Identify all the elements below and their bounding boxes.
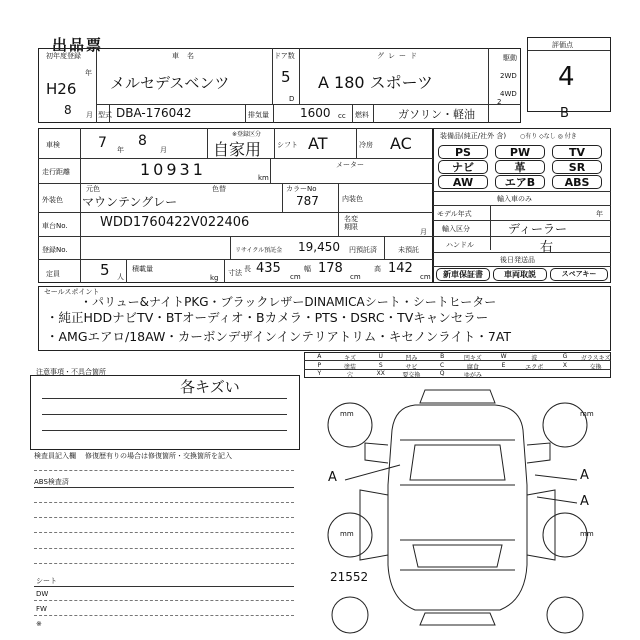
defect-legend-cell: 穴: [347, 372, 354, 380]
inspector-title: 検査員記入欄: [34, 452, 76, 460]
defect-legend-cell: キズ: [344, 355, 356, 362]
mark-arrow-left: [345, 465, 400, 480]
notes-row-dw: DW: [36, 590, 49, 598]
sales-points-title: セールスポイント: [44, 288, 100, 296]
vin-label: 車台No.: [42, 222, 68, 230]
notes-row-fw: FW: [36, 605, 47, 613]
notes-row-mark: ※: [36, 620, 42, 628]
disp-value: 1600: [300, 106, 331, 120]
model-label: 型式: [98, 111, 112, 119]
first-reg-month-unit: 月: [86, 111, 93, 119]
defect-legend-cell: ガラスキズ: [580, 355, 611, 362]
doc-warranty: 新車保証書: [436, 268, 490, 281]
recycle-value: 19,450: [298, 240, 340, 254]
defect-legend-cell: E: [501, 361, 506, 369]
damage-mark-right-2: A: [580, 494, 589, 509]
fuel-value: ガソリン・軽油: [398, 108, 475, 121]
equip-tv: TV: [552, 145, 602, 159]
handle-label: ハンドル: [446, 241, 474, 249]
equip-navi: ナビ: [438, 160, 488, 174]
damage-mark-left: A: [328, 470, 337, 485]
defect-legend-cell: A: [317, 353, 322, 360]
import-label: 輸入車のみ: [497, 195, 532, 203]
score-box: [527, 37, 611, 112]
first-reg-month: 8: [64, 103, 72, 117]
defect-legend-cell: U: [378, 353, 383, 360]
inspection-month-unit: 月: [160, 146, 167, 154]
defect-legend-cell: 交換: [589, 363, 602, 371]
defect-legend-cell: W: [500, 353, 507, 360]
equip-leather: 革: [495, 160, 545, 174]
defect-legend-cell: 波: [531, 355, 538, 362]
windshield: [410, 445, 505, 480]
interior-color-label: 内装色: [342, 195, 363, 203]
front-bumper: [420, 390, 495, 403]
size-label: 寸法: [228, 269, 242, 277]
defect-legend-cell: 腐食: [466, 363, 479, 371]
defect-legend-cell: 凹キズ: [463, 355, 482, 362]
defect-legend-cell: エクボ: [525, 363, 544, 371]
equip-sr: SR: [552, 160, 602, 174]
notes-row-seat: シート: [36, 577, 57, 585]
mileage-label: 走行距離: [42, 168, 70, 176]
seats-label: 定員: [46, 270, 60, 278]
mileage-value: 10931: [140, 160, 206, 179]
vin-value: WDD1760422V022406: [100, 215, 250, 230]
doc-spare-key: スペアキー: [550, 268, 608, 281]
defect-legend-cell: X: [562, 361, 567, 369]
door-label: ドア数: [274, 52, 295, 60]
abs-inspected-label: ABS検査済: [34, 478, 69, 486]
equipment-title: 装備品(純正/社外 含): [440, 132, 507, 140]
car-outline: [388, 405, 527, 610]
recycle-unit: 円預託済: [349, 246, 377, 254]
colorno-label: カラーNo: [286, 185, 317, 193]
grade-value: A 180 スポーツ: [318, 73, 434, 92]
deposit-label: 未預託: [398, 246, 419, 254]
inspection-month: 8: [138, 133, 147, 149]
mm-label-bl: mm: [340, 530, 354, 538]
defect-legend-cell: B: [440, 353, 445, 360]
use-value: 自家用: [213, 140, 262, 159]
side-mirrors: [365, 443, 550, 463]
ac-value: AC: [390, 134, 412, 153]
ac-label: 冷房: [359, 141, 373, 149]
defect-legend-cell: 塗装: [344, 363, 357, 371]
side-doors: [360, 490, 555, 560]
len-unit: cm: [290, 273, 301, 281]
first-reg-label: 初年度登録: [46, 52, 81, 60]
notes-value: 各キズい: [180, 378, 240, 396]
equip-ps: PS: [438, 145, 488, 159]
color-sub: 元色: [86, 185, 100, 193]
rear-bumper: [420, 613, 495, 625]
door-sub: D: [289, 95, 295, 103]
equip-pw: PW: [495, 145, 545, 159]
drive-2wd: 2WD: [500, 72, 517, 80]
first-reg-year: H26: [46, 80, 77, 98]
shift-label: シフト: [277, 141, 298, 149]
notes-box: [30, 375, 300, 450]
wid-value: 178: [318, 261, 343, 276]
color-sub2: 色替: [212, 185, 226, 193]
equipment-legend: ○有り ◇なし ◎ 付き: [520, 133, 577, 140]
equip-airbag: エアB: [495, 175, 545, 189]
drive-4wd: 4WD: [500, 90, 517, 98]
hei-unit: cm: [420, 273, 431, 281]
mark-arrow-right-1: [535, 475, 577, 480]
defect-legend-cell: ゆがみ: [463, 372, 482, 380]
meter-label: メーター: [336, 161, 364, 169]
model-value: DBA-176042: [116, 106, 192, 120]
mileage-unit: km: [258, 174, 269, 182]
wid-unit: cm: [350, 273, 361, 281]
interior-mark: 2: [497, 98, 502, 106]
notes-title: 注意事項・不具合箇所: [36, 368, 106, 376]
car-panel-lines: [400, 440, 515, 570]
fuel-label: 燃料: [355, 111, 369, 119]
inspection-year: 7: [98, 135, 107, 151]
equip-aw: AW: [438, 175, 488, 189]
color-label: 外装色: [42, 196, 63, 204]
defect-legend-cell: Y: [317, 370, 322, 378]
import-type-label: 輸入区分: [442, 225, 470, 233]
damage-mark-right-1: A: [580, 468, 589, 483]
sales-point-line-3: ・AMGエアロ/18AW・カーボンデザインインテリアトリム・キセノンライト・7AT: [46, 329, 512, 344]
doc-manual: 車両取説: [493, 268, 547, 281]
defect-legend-cell: Q: [439, 370, 445, 378]
defect-legend-cell: サビ: [405, 363, 418, 371]
sales-point-line-2: ・純正HDDナビTV・BTオーディオ・Bカメラ・PTS・DSRC・TVキャンセラー: [46, 310, 489, 325]
seats-value: 5: [100, 261, 110, 279]
defect-legend-cell: C: [440, 361, 445, 369]
use-label: ※登録区分: [232, 131, 262, 138]
docs-title: 後日発送品: [500, 256, 535, 264]
mm-label-tr: mm: [580, 410, 594, 418]
color-value: マウンテングレー: [82, 195, 178, 209]
load-label: 積載量: [132, 265, 153, 273]
modelyear-unit: 年: [596, 210, 603, 218]
owner-label: 名変期限: [344, 215, 358, 231]
defect-legend-cell: G: [562, 353, 568, 360]
load-unit: kg: [210, 274, 219, 282]
door-value: 5: [281, 68, 291, 86]
defect-legend-cell: XX: [376, 370, 385, 378]
car-damage-diagram: [305, 385, 615, 635]
mark-arrow-right-2: [537, 497, 577, 503]
colorno-value: 787: [296, 194, 319, 208]
first-reg-year-unit: 年: [85, 69, 92, 77]
shift-value: AT: [308, 134, 328, 153]
interior-value: B: [560, 106, 569, 121]
defect-legend-cell: 要交換: [402, 372, 421, 380]
wheel-spare-right: [547, 597, 583, 633]
owner-unit: 月: [420, 228, 427, 236]
equip-abs: ABS: [552, 175, 602, 189]
inspector-note: 修復歴有りの場合は修復箇所・交換箇所を記入: [85, 452, 232, 460]
defect-legend-cell: P: [317, 361, 322, 369]
len-value: 435: [256, 261, 281, 276]
grade-label: グレード: [377, 52, 421, 60]
modelyear-label: モデル年式: [437, 210, 472, 218]
rear-window: [413, 545, 502, 567]
defect-legend-cell: 凹み: [405, 355, 418, 362]
make-label: 車名: [172, 52, 202, 60]
inspection-label: 車検: [46, 141, 60, 149]
wheel-spare-left: [332, 597, 368, 633]
reg-label: 登録No.: [42, 246, 68, 254]
defect-legend-cell: S: [378, 361, 383, 369]
recycle-label: リサイクル預託金: [235, 247, 283, 254]
seats-unit: 人: [117, 273, 124, 281]
form-title: 出品票: [52, 36, 104, 54]
sales-point-line-1: ・パリュー&ナイトPKG・ブラックレザーDINAMICAシート・シートヒーター: [80, 295, 497, 309]
import-type-value: ディーラー: [508, 222, 568, 236]
hei-value: 142: [388, 261, 413, 276]
disp-label: 排気量: [248, 111, 269, 119]
inspection-year-unit: 年: [117, 146, 124, 154]
mm-label-tl: mm: [340, 410, 354, 418]
handle-value: 右: [540, 240, 554, 255]
hei-label: 高: [374, 265, 381, 273]
len-label: 長: [244, 265, 251, 273]
score-value: 4: [558, 62, 575, 92]
diagram-number: 21552: [330, 570, 369, 584]
score-label: 評価点: [552, 41, 573, 49]
disp-unit: cc: [338, 112, 346, 120]
wid-label: 幅: [304, 265, 311, 273]
mm-label-br: mm: [580, 530, 594, 538]
drive-label: 駆動: [503, 54, 517, 62]
make-value: メルセデスベンツ: [110, 74, 230, 92]
